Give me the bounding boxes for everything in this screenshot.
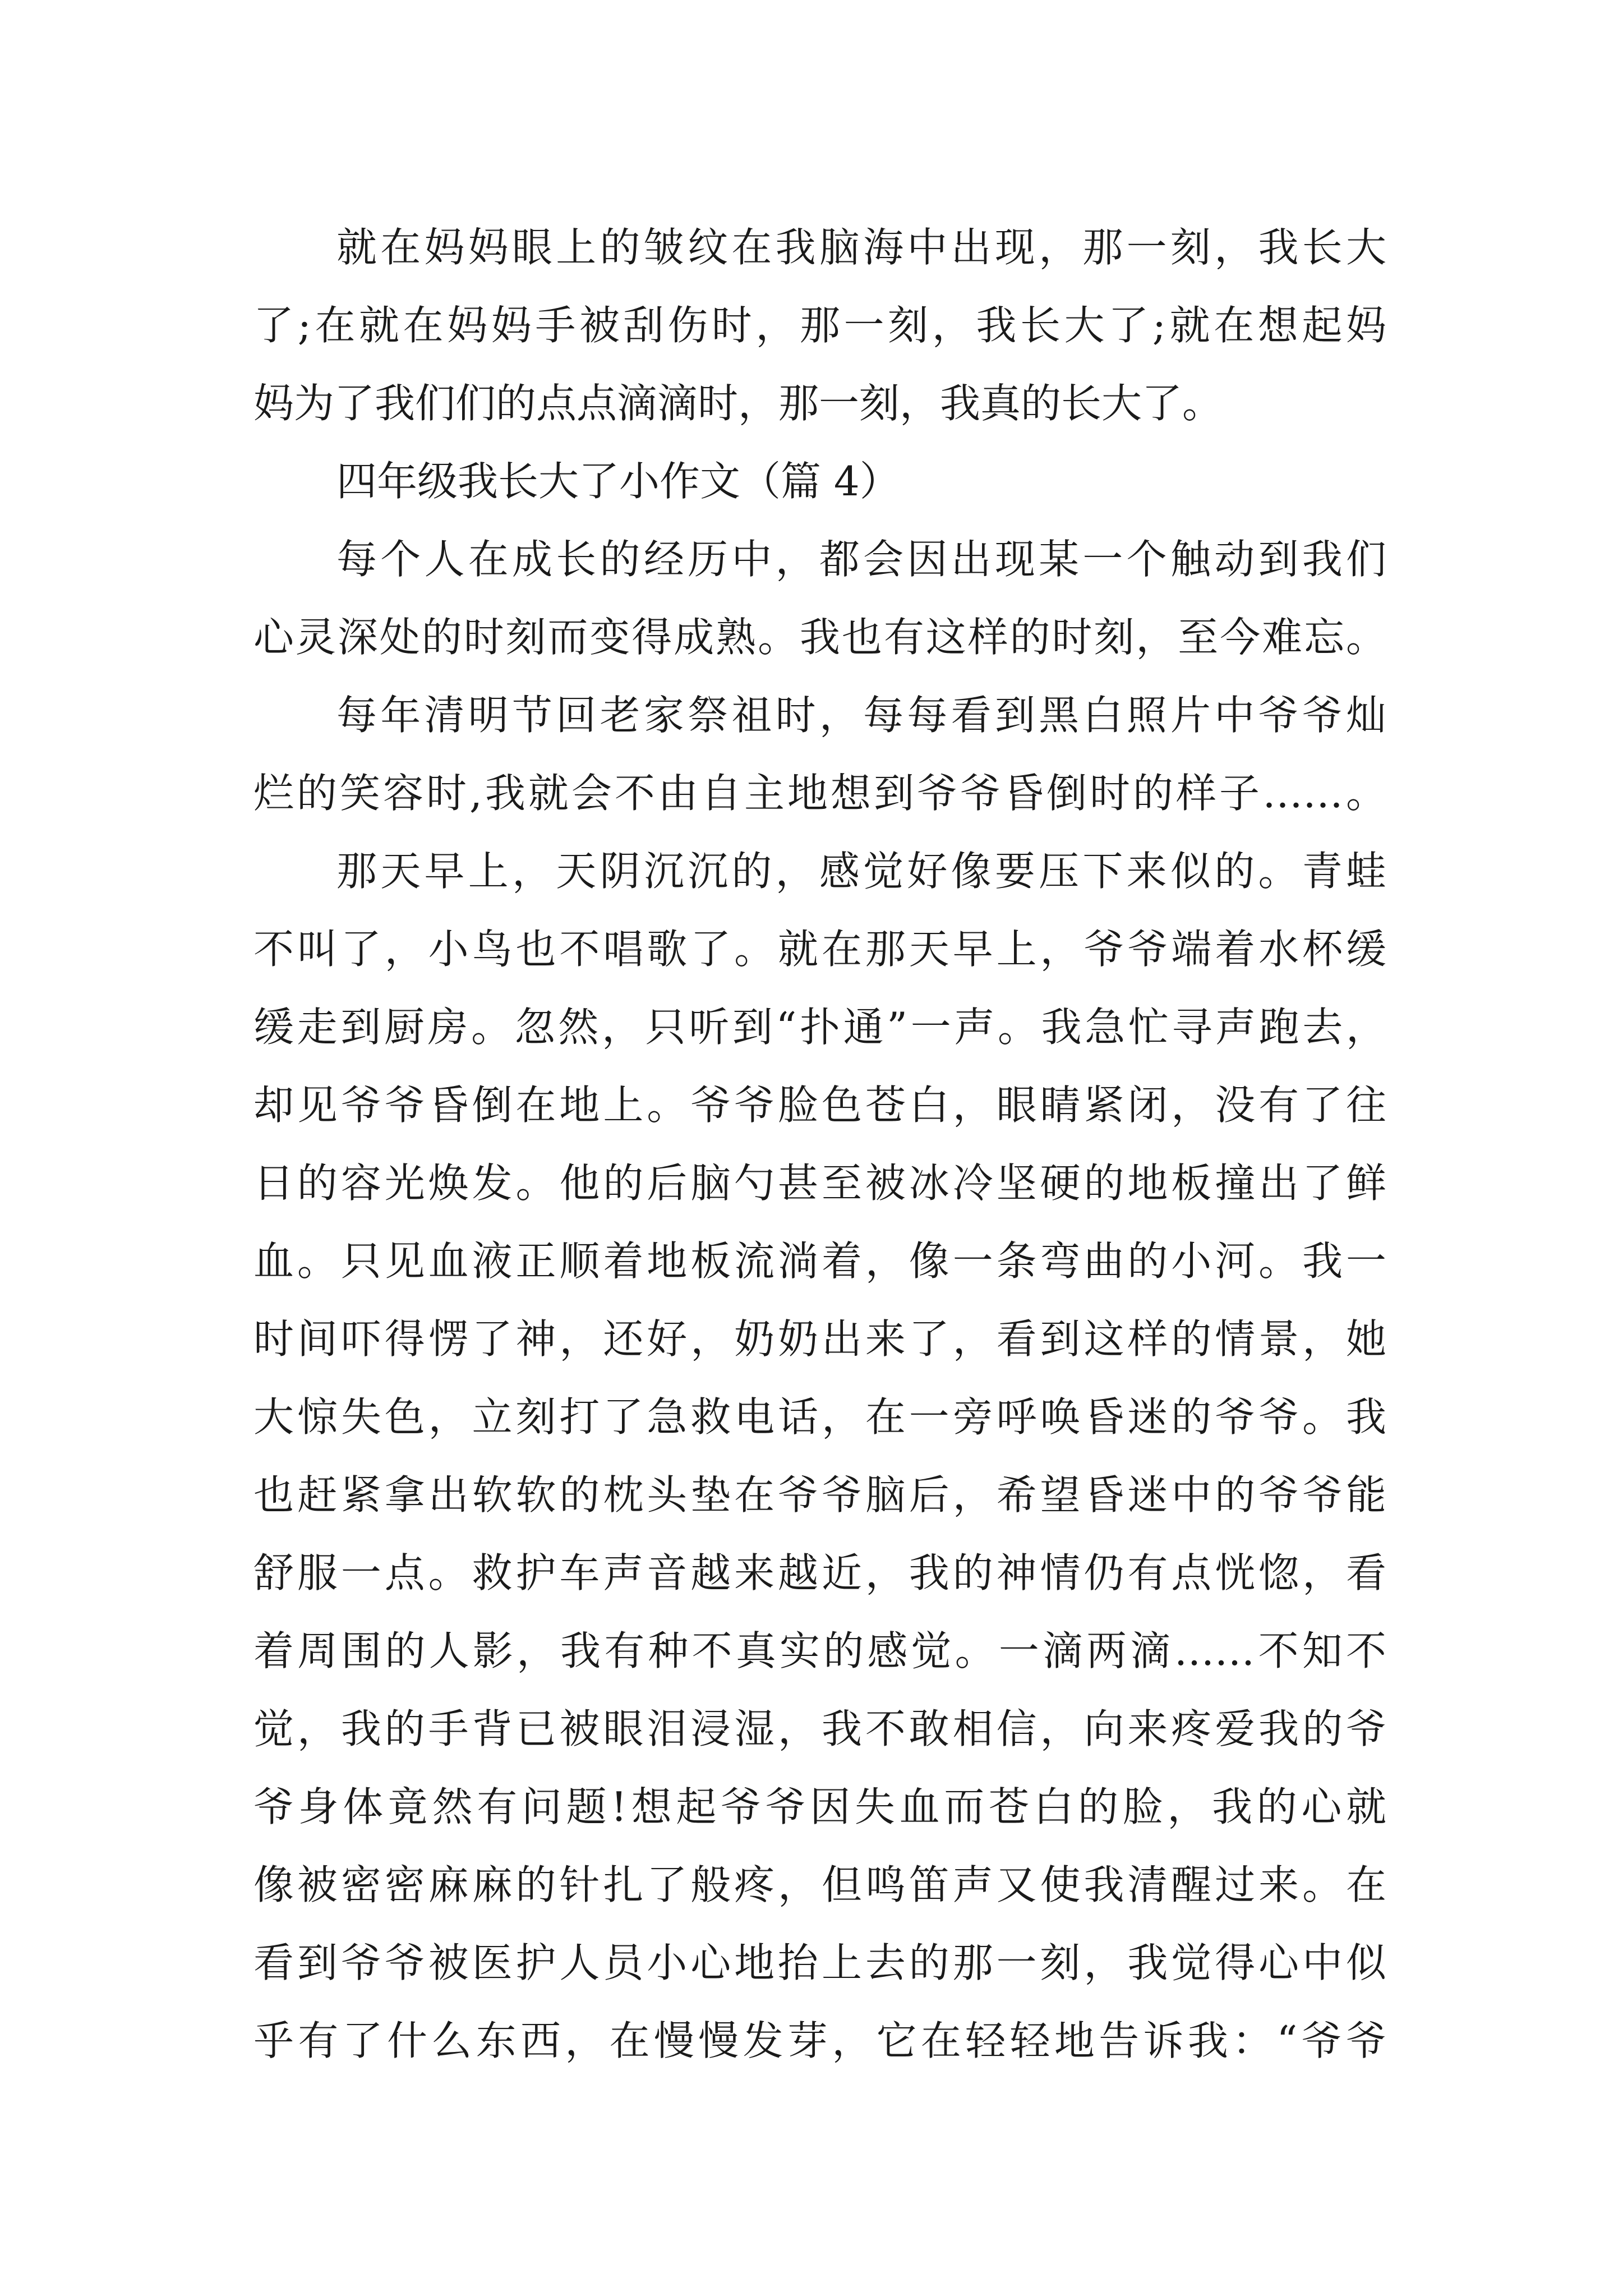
text-line: 心灵深处的时刻而变得成熟。我也有这样的时刻，至今难忘。	[253, 614, 1386, 661]
text-line: 爷身体竟然有问题!想起爷爷因失血而苍白的脸，我的心就	[253, 1783, 1386, 1830]
text-line: 缓走到厨房。忽然，只听到“扑通”一声。我急忙寻声跑去，	[253, 1004, 1386, 1051]
text-line: 每个人在成长的经历中，都会因出现某一个触动到我们	[336, 536, 1386, 583]
text-line: 却见爷爷昏倒在地上。爷爷脸色苍白，眼睛紧闭，没有了往	[253, 1082, 1386, 1129]
text-line: 舒服一点。救护车声音越来越近，我的神情仍有点恍惚，看	[253, 1549, 1386, 1596]
text-line: 血。只见血液正顺着地板流淌着，像一条弯曲的小河。我一	[253, 1237, 1386, 1285]
essay-body	[253, 209, 1386, 2080]
text-line: 着周围的人影，我有种不真实的感觉。一滴两滴……不知不	[253, 1627, 1386, 1674]
text-line: 日的容光焕发。他的后脑勺甚至被冰冷坚硬的地板撞出了鲜	[253, 1159, 1386, 1207]
section-heading: 四年级我长大了小作文（篇 4）	[336, 458, 900, 505]
text-line: 妈为了我们们的点点滴滴时，那一刻，我真的长大了。	[253, 380, 1223, 427]
text-line: 乎有了什么东西，在慢慢发芽，它在轻轻地告诉我：“爷爷	[253, 2017, 1386, 2064]
text-line: 了;在就在妈妈手被刮伤时，那一刻，我长大了;就在想起妈	[253, 302, 1386, 349]
text-line: 不叫了，小鸟也不唱歌了。就在那天早上，爷爷端着水杯缓	[253, 926, 1386, 973]
text-line: 那天早上，天阴沉沉的，感觉好像要压下来似的。青蛙	[336, 848, 1386, 895]
text-line: 就在妈妈眼上的皱纹在我脑海中出现，那一刻，我长大	[336, 224, 1386, 271]
text-line: 觉，我的手背已被眼泪浸湿，我不敢相信，向来疼爱我的爷	[253, 1705, 1386, 1752]
text-line: 也赶紧拿出软软的枕头垫在爷爷脑后，希望昏迷中的爷爷能	[253, 1471, 1386, 1519]
text-line: 看到爷爷被医护人员小心地抬上去的那一刻，我觉得心中似	[253, 1939, 1386, 1986]
text-line: 每年清明节回老家祭祖时，每每看到黑白照片中爷爷灿	[336, 692, 1386, 739]
text-line: 时间吓得愣了神，还好，奶奶出来了，看到这样的情景，她	[253, 1315, 1386, 1363]
text-line: 大惊失色，立刻打了急救电话，在一旁呼唤昏迷的爷爷。我	[253, 1393, 1386, 1441]
text-line: 烂的笑容时,我就会不由自主地想到爷爷昏倒时的样子……。	[253, 770, 1386, 817]
text-line: 像被密密麻麻的针扎了般疼，但鸣笛声又使我清醒过来。在	[253, 1861, 1386, 1908]
